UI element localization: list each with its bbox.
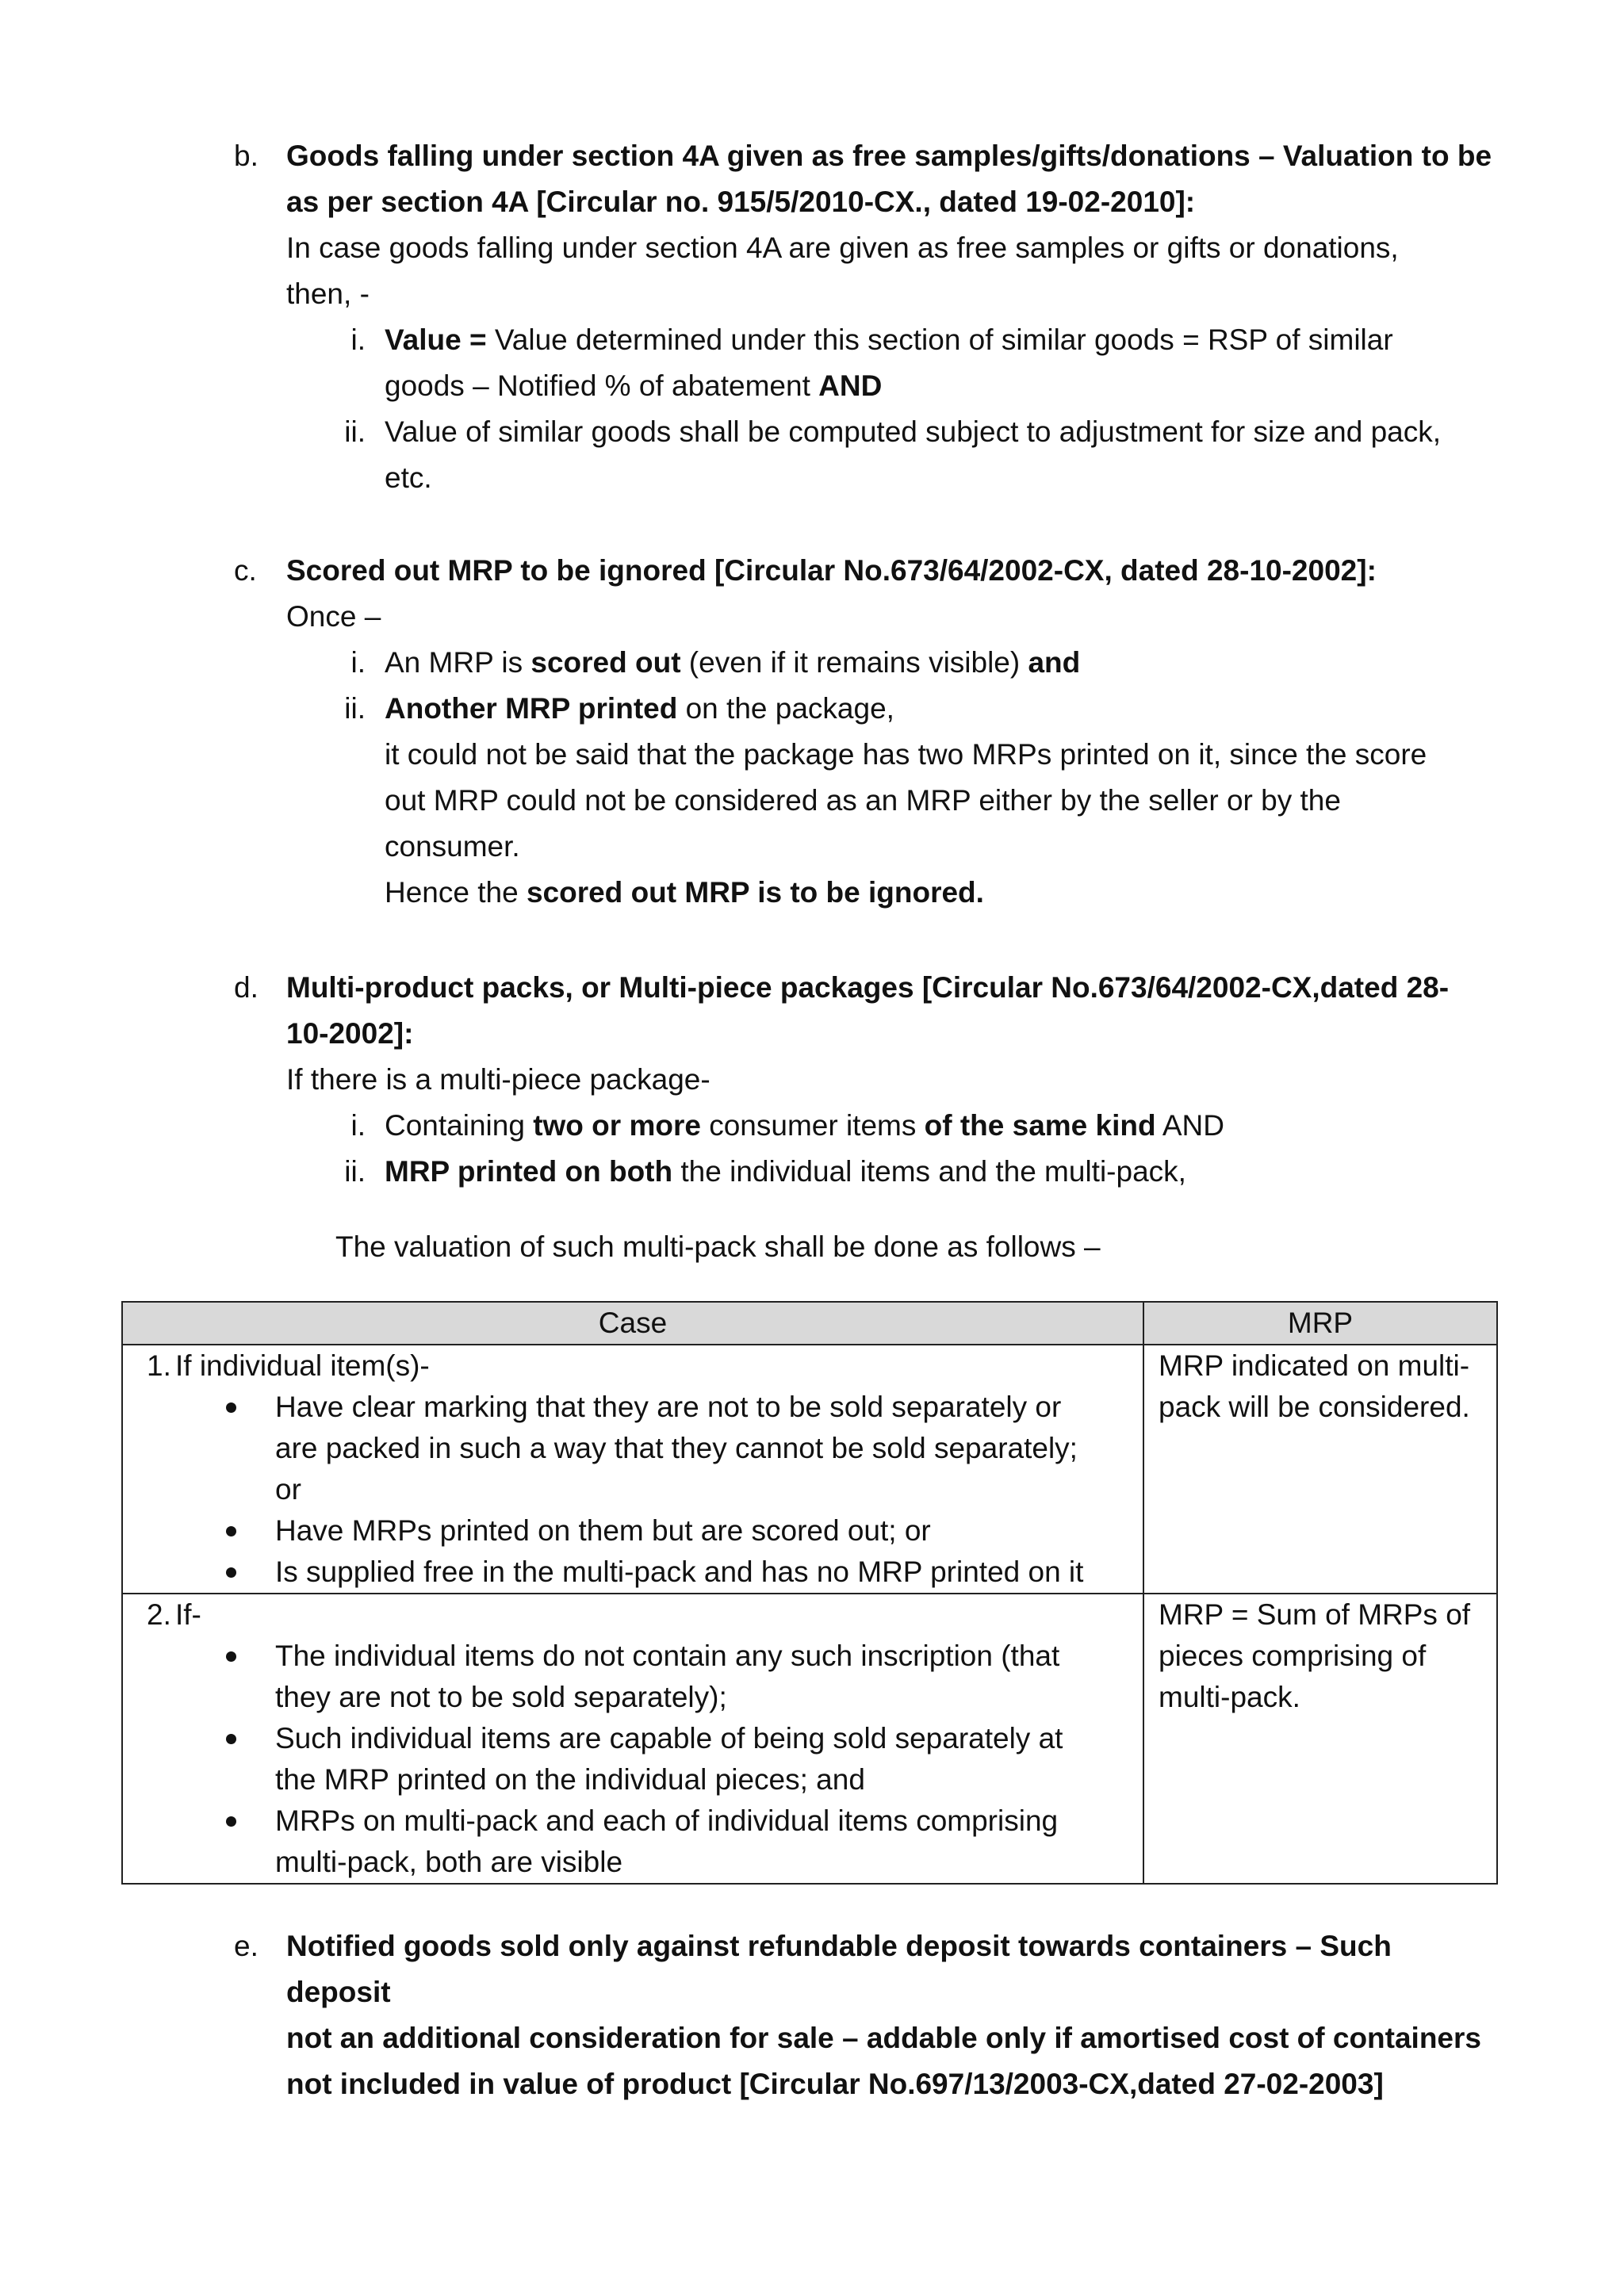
item-number: i.: [350, 1109, 366, 1142]
section-letter: e.: [234, 1930, 259, 1962]
valuation-table: [121, 1301, 1498, 1885]
item-text: consumer.: [385, 830, 520, 863]
bullet-item: [275, 1636, 1132, 1718]
section-e-heading-line-1: Notified goods sold only against refundable deposit towards containers – Such deposit: [286, 1930, 1392, 2008]
bullet-icon: [226, 1734, 236, 1744]
item-text: on the package,: [677, 692, 894, 725]
section-e-heading-line-2: not an additional consideration for sale – addable only if amortised cost of containers: [286, 2022, 1481, 2054]
bullet-icon: [226, 1402, 236, 1413]
bullet-item: [275, 1552, 1132, 1593]
section-b-intro-line-2: then, -: [286, 277, 370, 310]
section-b: [234, 133, 1503, 501]
mrp-cell: [1143, 1594, 1497, 1884]
bullet-text: The individual items do not contain any such inscription (that: [275, 1640, 1060, 1672]
bullet-text: Such individual items are capable of being sold separately at: [275, 1722, 1063, 1755]
list-item: [286, 1103, 1503, 1149]
section-letter: b.: [234, 140, 259, 172]
section-d-heading-line-2: 10-2002]:: [286, 1017, 414, 1050]
mrp-text: pieces comprising of: [1159, 1640, 1427, 1672]
section-letter: c.: [234, 554, 257, 587]
bullet-item: [275, 1718, 1132, 1800]
bold-text: scored out MRP is to be ignored.: [526, 876, 984, 909]
bullet-text: the MRP printed on the individual pieces; and: [275, 1763, 865, 1796]
mrp-text: MRP = Sum of MRPs of: [1159, 1598, 1471, 1631]
bold-text: two or more: [533, 1109, 701, 1142]
bullet-icon: [226, 1526, 236, 1536]
item-text: An MRP is: [385, 646, 531, 679]
case-cell: [122, 1594, 1143, 1884]
bullet-text: Have clear marking that they are not to be sold separately or: [275, 1391, 1062, 1423]
item-text: consumer items: [700, 1109, 925, 1142]
section-d: [234, 965, 1503, 1195]
row-number: 2.: [147, 1598, 171, 1631]
item-number: ii.: [344, 692, 366, 725]
list-item: [286, 409, 1503, 501]
header-case: Case: [122, 1302, 1143, 1345]
section-e-heading-line-3: not included in value of product [Circular No.697/13/2003-CX,dated 27-02-2003]: [286, 2068, 1384, 2100]
item-number: i.: [350, 323, 366, 356]
section-c: [234, 548, 1503, 916]
section-b-intro-line-1: In case goods falling under section 4A are given as free samples or gifts or donations,: [286, 232, 1399, 264]
mrp-cell: [1143, 1345, 1497, 1594]
section-e: [234, 1923, 1503, 2107]
table-lead-text: The valuation of such multi-pack shall be done as follows –: [335, 1230, 1101, 1263]
table-row: [122, 1345, 1497, 1594]
section-d-heading-line-1: Multi-product packs, or Multi-piece packages [Circular No.673/64/2002-CX,dated 28-: [286, 971, 1450, 1004]
item-text: Containing: [385, 1109, 534, 1142]
item-text: out MRP could not be considered as an MRP either by the seller or by the: [385, 784, 1341, 817]
item-text: Value determined under this section of similar goods = RSP of similar: [486, 323, 1393, 356]
item-number: ii.: [344, 415, 366, 448]
list-item: [286, 640, 1503, 686]
bullet-text: multi-pack, both are visible: [275, 1846, 623, 1878]
item-text: goods – Notified % of abatement: [385, 369, 819, 402]
item-text: (even if it remains visible): [680, 646, 1028, 679]
item-text: it could not be said that the package has two MRPs printed on it, since the score: [385, 738, 1427, 771]
item-text: Value of similar goods shall be computed subject to adjustment for size and pack,: [385, 415, 1442, 448]
bullet-icon: [226, 1567, 236, 1578]
bold-text: and: [1028, 646, 1081, 679]
item-text: etc.: [385, 461, 432, 494]
list-item: [286, 317, 1503, 409]
bullet-text: or: [275, 1473, 301, 1506]
item-number: ii.: [344, 1155, 366, 1188]
bullet-item: [275, 1387, 1132, 1510]
bold-text: Another MRP printed: [385, 692, 678, 725]
bullet-item: [275, 1800, 1132, 1883]
section-letter: d.: [234, 971, 259, 1004]
header-mrp: MRP: [1143, 1302, 1497, 1345]
row-heading: If-: [175, 1598, 201, 1631]
list-item: [286, 686, 1503, 916]
section-b-heading-line-2: as per section 4A [Circular no. 915/5/2010-CX., dated 19-02-2010]:: [286, 186, 1196, 218]
bold-text: MRP printed on both: [385, 1155, 673, 1188]
bullet-text: MRPs on multi-pack and each of individual items comprising: [275, 1804, 1059, 1837]
bold-text: Value =: [385, 323, 487, 356]
bold-text: of the same kind: [924, 1109, 1156, 1142]
list-item: [286, 1149, 1503, 1195]
case-cell: [122, 1345, 1143, 1594]
section-b-heading-line-1: Goods falling under section 4A given as free samples/gifts/donations – Valuation to be: [286, 140, 1492, 172]
bullet-text: they are not to be sold separately);: [275, 1681, 727, 1713]
bullet-text: are packed in such a way that they cannot be sold separately;: [275, 1432, 1078, 1464]
bullet-text: Have MRPs printed on them but are scored out; or: [275, 1514, 931, 1547]
section-d-intro: If there is a multi-piece package-: [286, 1063, 710, 1096]
mrp-text: multi-pack.: [1159, 1681, 1300, 1713]
table-row: [122, 1594, 1497, 1884]
bullet-icon: [226, 1816, 236, 1827]
bullet-item: [275, 1510, 1132, 1552]
item-text: AND: [1155, 1109, 1224, 1142]
item-number: i.: [350, 646, 366, 679]
item-text: the individual items and the multi-pack,: [672, 1155, 1186, 1188]
mrp-text: pack will be considered.: [1159, 1391, 1470, 1423]
mrp-text: MRP indicated on multi-: [1159, 1349, 1470, 1382]
bullet-text: Is supplied free in the multi-pack and has no MRP printed on it: [275, 1556, 1084, 1588]
bold-text: AND: [818, 369, 883, 402]
bold-text: scored out: [530, 646, 681, 679]
bullet-icon: [226, 1651, 236, 1662]
table-header-row: [122, 1302, 1497, 1345]
row-number: 1.: [147, 1349, 171, 1382]
row-heading: If individual item(s)-: [175, 1349, 430, 1382]
section-c-intro: Once –: [286, 600, 381, 633]
item-text: Hence the: [385, 876, 527, 909]
section-c-heading: Scored out MRP to be ignored [Circular No.673/64/2002-CX, dated 28-10-2002]:: [286, 554, 1377, 587]
